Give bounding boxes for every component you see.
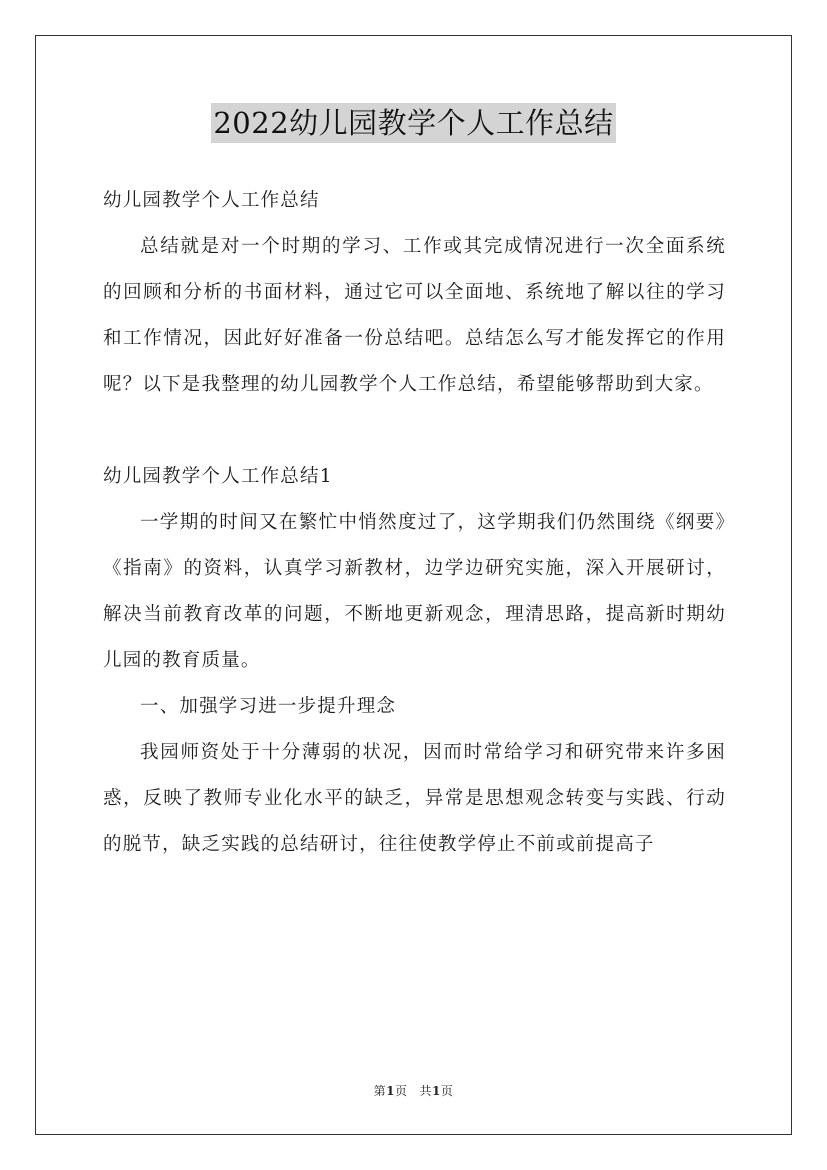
section-heading-1: 一、加强学习进一步提升理念	[140, 696, 397, 717]
total-pages: 1	[432, 1084, 441, 1098]
subtitle: 幼儿园教学个人工作总结	[103, 190, 320, 211]
page-suffix: 页	[394, 1084, 408, 1098]
intro-paragraph: 总结就是对一个时期的学习、工作或其完成情况进行一次全面系统的回顾和分析的书面材料，通过它可以全面地、系统地了解以往的学习和工作情况，因此好好准备一份总结吧。总结怎么写才能发挥它的作用呢？以下是我整理的幼儿园教学个人工作总结，希望能够帮助到大家。	[103, 236, 726, 395]
page-footer	[0, 1082, 827, 1099]
document-body	[103, 178, 726, 868]
total-suffix: 页	[440, 1084, 454, 1098]
section-title: 幼儿园教学个人工作总结1	[103, 466, 333, 487]
title-container	[0, 103, 827, 143]
page-prefix: 第	[373, 1084, 387, 1098]
section-paragraph-2: 我园师资处于十分薄弱的状况，因而时常给学习和研究带来许多困惑，反映了教师专业化水平的缺乏，异常是思想观念转变与实践、行动的脱节，缺乏实践的总结研讨，往往使教学停止不前或前提高子	[103, 742, 726, 855]
total-prefix: 共	[419, 1084, 433, 1098]
page-number: 1	[386, 1084, 395, 1098]
paragraph-gap	[103, 408, 726, 454]
section-paragraph-1: 一学期的时间又在繁忙中悄然度过了，这学期我们仍然围绕《纲要》《指南》的资料，认真学习新教材，边学边研究实施，深入开展研讨，解决当前教育改革的问题，不断地更新观念，理清思路，提高新时期幼儿园的教育质量。	[103, 512, 726, 671]
document-title: 2022幼儿园教学个人工作总结	[211, 103, 615, 143]
